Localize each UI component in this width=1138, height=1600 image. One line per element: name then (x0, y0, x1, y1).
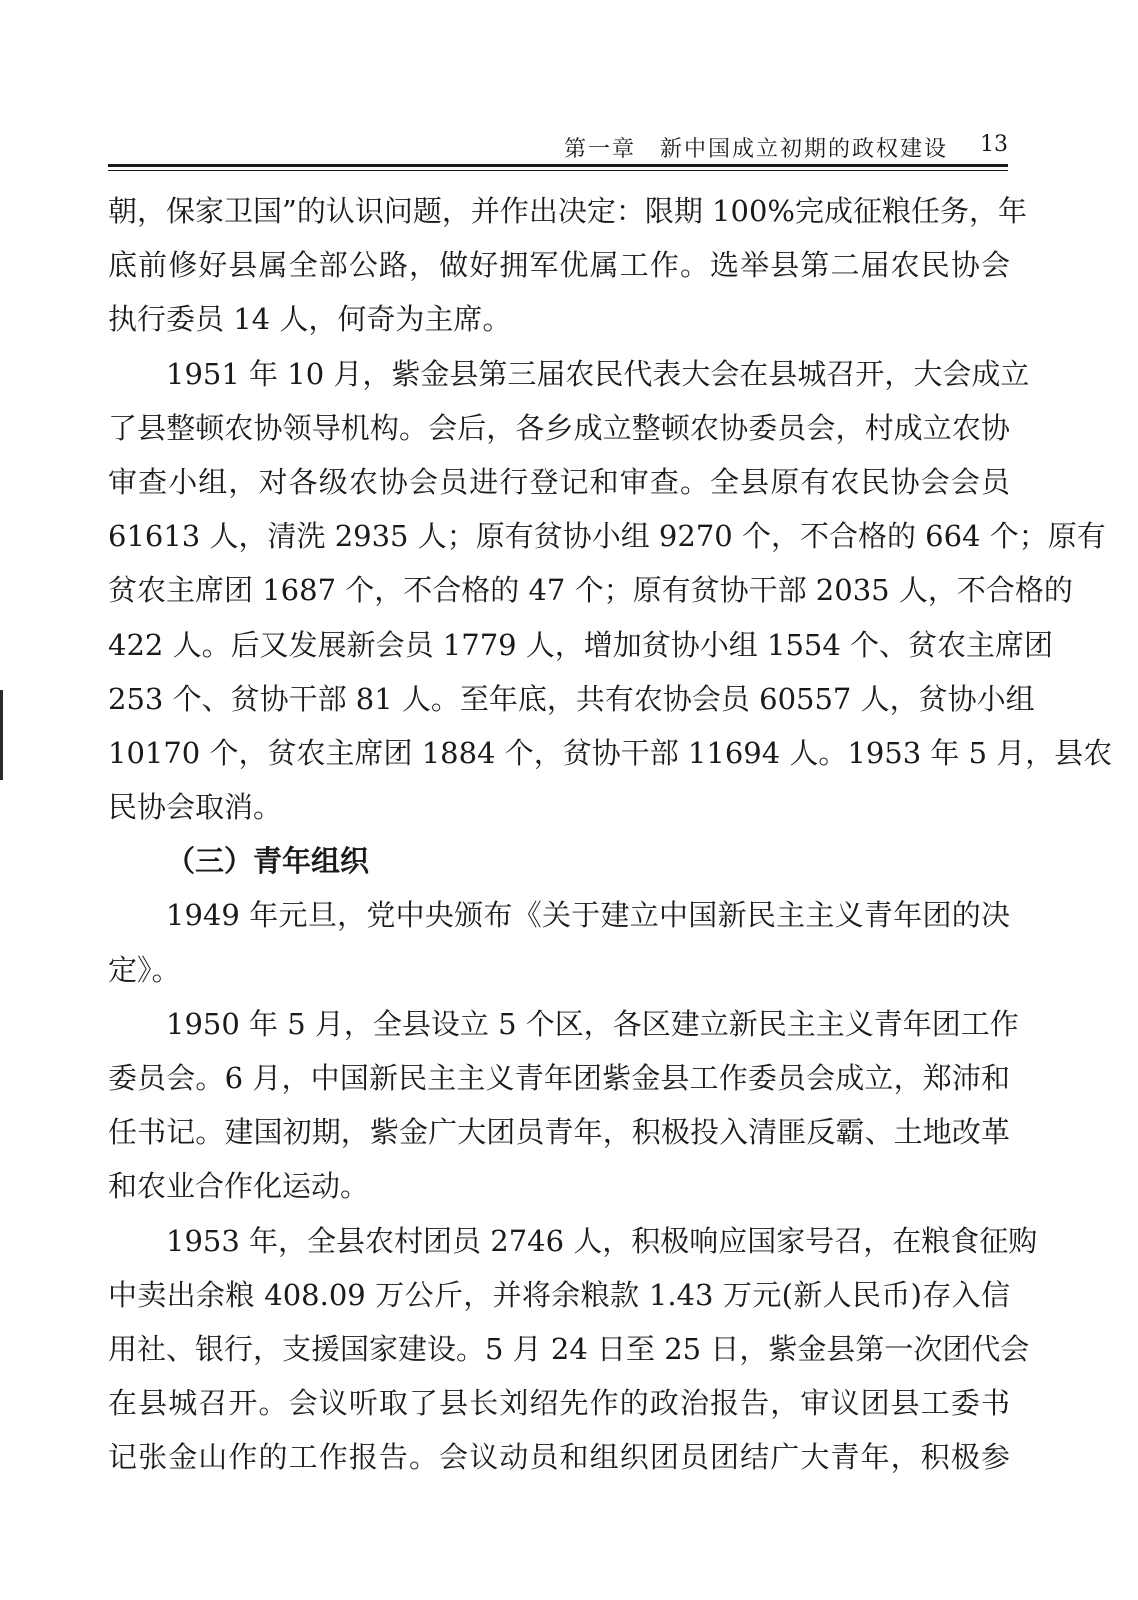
paragraph (108, 347, 1113, 835)
text-line: 委员会。6 月，中国新民主主义青年团紫金县工作委员会成立，郑沛和 (108, 1061, 1010, 1095)
paragraph (108, 184, 1027, 347)
header-rule-thick (108, 164, 1008, 167)
text-line: 民协会取消。 (108, 790, 283, 825)
text-line: 了县整顿农协领导机构。会后，各乡成立整顿农协委员会，村成立农协 (108, 410, 1010, 445)
body-text (108, 184, 1113, 1485)
text-line: 底前修好县属全部公路，做好拥军优属工作。选举县第二届农民协会 (108, 248, 1010, 283)
scan-edge-mark (0, 690, 3, 780)
text-line: 422 人。后又发展新会员 1779 人，增加贫协小组 1554 个、贫农主席团 (108, 627, 1054, 662)
text-line: 任书记。建国初期，紫金广大团员青年，积极投入清匪反霸、土地改革 (108, 1115, 1010, 1150)
text-line: 1951 年 10 月，紫金县第三届农民代表大会在县城召开，大会成立 (166, 356, 1030, 391)
text-line: 1950 年 5 月，全县设立 5 个区，各区建立新民主主义青年团工作 (166, 1006, 1019, 1041)
section-heading: （三）青年组织 (166, 844, 370, 879)
chapter-title: 第一章 新中国成立初期的政权建设 (563, 137, 948, 162)
running-header (108, 132, 1008, 166)
text-line: 10170 个，贫农主席团 1884 个，贫协干部 11694 人。1953 年 5 月，县农 (108, 735, 1113, 770)
text-line: 1953 年，全县农村团员 2746 人，积极响应国家号召，在粮食征购 (166, 1223, 1038, 1258)
text-line: 61613 人，清洗 2935 人；原有贫协小组 9270 个，不合格的 664 个；原有 (108, 519, 1106, 554)
header-rule-thin (108, 170, 1008, 171)
page-number: 13 (980, 132, 1008, 157)
text-line: 1949 年元旦，党中央颁布《关于建立中国新民主主义青年团的决 (166, 898, 1010, 933)
text-line: 审查小组，对各级农协会员进行登记和审查。全县原有农民协会会员 (108, 464, 1010, 499)
paragraph (108, 997, 1019, 1214)
text-line: 执行委员 14 人，何奇为主席。 (108, 302, 512, 337)
paragraph (108, 888, 1010, 996)
text-line: 和农业合作化运动。 (108, 1169, 370, 1204)
text-line: 253 个、贫协干部 81 人。至年底，共有农协会员 60557 人，贫协小组 (108, 681, 1035, 716)
paragraph (108, 1214, 1038, 1485)
text-line: 用社、银行，支援国家建设。5 月 24 日至 25 日，紫金县第一次团代会 (108, 1331, 1030, 1366)
text-line: 在县城召开。会议听取了县长刘绍先作的政治报告，审议团县工委书 (108, 1386, 1010, 1421)
text-line: 中卖出余粮 408.09 万公斤，并将余粮款 1.43 万元(新人民币)存入信 (108, 1277, 1010, 1312)
text-line: 贫农主席团 1687 个，不合格的 47 个；原有贫协干部 2035 人，不合格的 (108, 573, 1073, 608)
text-line: 定》。 (108, 952, 181, 987)
text-line: 朝，保家卫国”的认识问题，并作出决定：限期 100%完成征粮任务，年 (108, 194, 1027, 228)
text-line: 记张金山作的工作报告。会议动员和组织团员团结广大青年，积极参 (108, 1440, 1010, 1475)
